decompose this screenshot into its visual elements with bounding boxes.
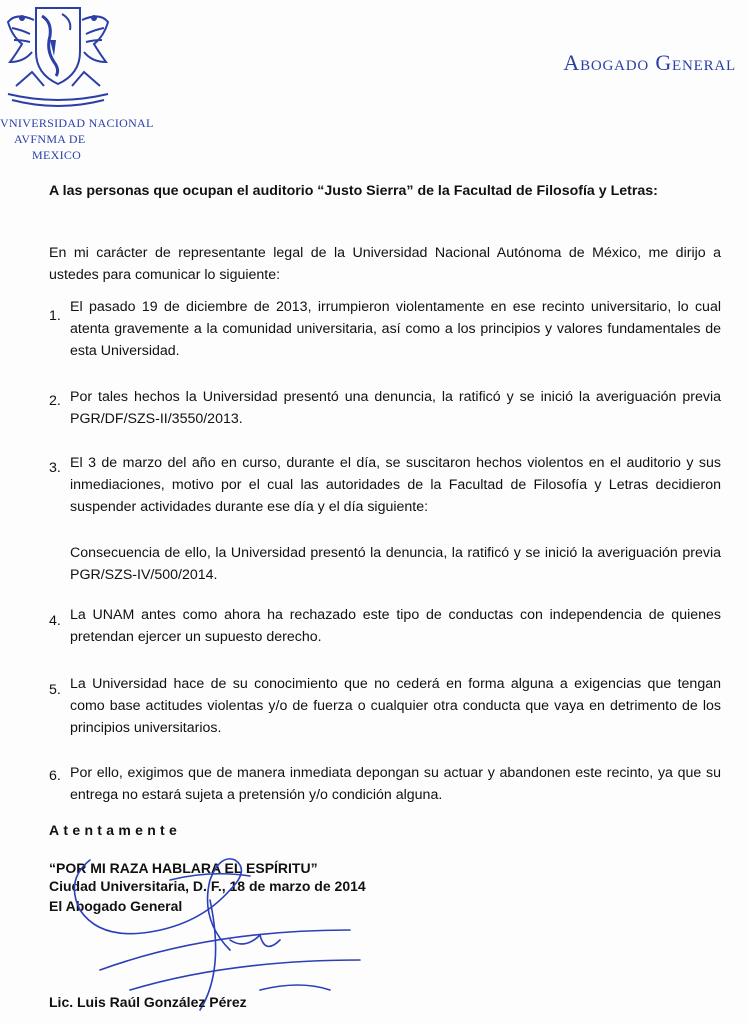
- university-line-1: VNIVERSIDAD NACIONAL: [0, 116, 154, 130]
- office-title: Abogado General: [563, 50, 736, 75]
- item-number: 1.: [49, 308, 61, 324]
- university-line-3: MEXICO: [32, 148, 82, 162]
- signatory-name: Lic. Luis Raúl González Pérez: [49, 994, 247, 1010]
- item-text: El 3 de marzo del año en curso, durante el día, se suscitaron hechos violentos en el auditorio y sus inmediaciones, motivo por el cual las autoridades de la Facultad de Filosofía y Letras decidieron suspender actividades durante ese día y el día siguiente:: [70, 455, 721, 515]
- university-line-2: AVFNMA DE: [14, 132, 86, 146]
- item-number: 4.: [49, 613, 61, 629]
- item-number: 2.: [49, 393, 61, 409]
- closing-salutation: Atentamente: [49, 822, 182, 838]
- item-text: La Universidad hace de su conocimiento que no cederá en forma alguna a exigencias que tengan como base actitudes violentas y/o de fuerza o cualquier otra conducta que vaya en detrimento de los principios universitarios.: [70, 676, 721, 736]
- university-name: [0, 115, 154, 163]
- intro-paragraph: En mi carácter de representante legal de la Universidad Nacional Autónoma de México, me dirijo a ustedes para comunicar lo siguiente:: [49, 245, 721, 283]
- unam-seal-logo: [2, 0, 114, 110]
- item-number: 5.: [49, 682, 61, 698]
- item-number: 6.: [49, 768, 61, 784]
- place-date: Ciudad Universitaria, D. F., 18 de marzo de 2014: [49, 878, 366, 894]
- addressee-heading: A las personas que ocupan el auditorio “Justo Sierra” de la Facultad de Filosofía y Letras:: [49, 183, 658, 199]
- item-text: La UNAM antes como ahora ha rechazado este tipo de conductas con independencia de quienes pretendan ejercer un supuesto derecho.: [70, 607, 721, 645]
- university-motto: “POR MI RAZA HABLARA EL ESPÍRITU”: [49, 860, 318, 876]
- signatory-title: El Abogado General: [49, 898, 183, 914]
- item-number: 3.: [49, 460, 61, 476]
- item-text: El pasado 19 de diciembre de 2013, irrumpieron violentamente en ese recinto universitario, lo cual atenta gravemente a la comunidad universitaria, así como a los principios y valores fundamentales de esta Universidad.: [70, 299, 721, 359]
- item-continuation: Consecuencia de ello, la Universidad presentó la denuncia, la ratificó y se inició la averiguación previa PGR/SZS-IV/500/2014.: [70, 545, 721, 583]
- item-text: Por tales hechos la Universidad presentó una denuncia, la ratificó y se inició la averiguación previa PGR/DF/SZS-II/3550/2013.: [70, 389, 721, 427]
- handwritten-signature: [60, 840, 380, 1020]
- item-text: Por ello, exigimos que de manera inmediata depongan su actuar y abandonen este recinto, ya que su entrega no estará sujeta a pretensión y/o condición alguna.: [70, 765, 721, 803]
